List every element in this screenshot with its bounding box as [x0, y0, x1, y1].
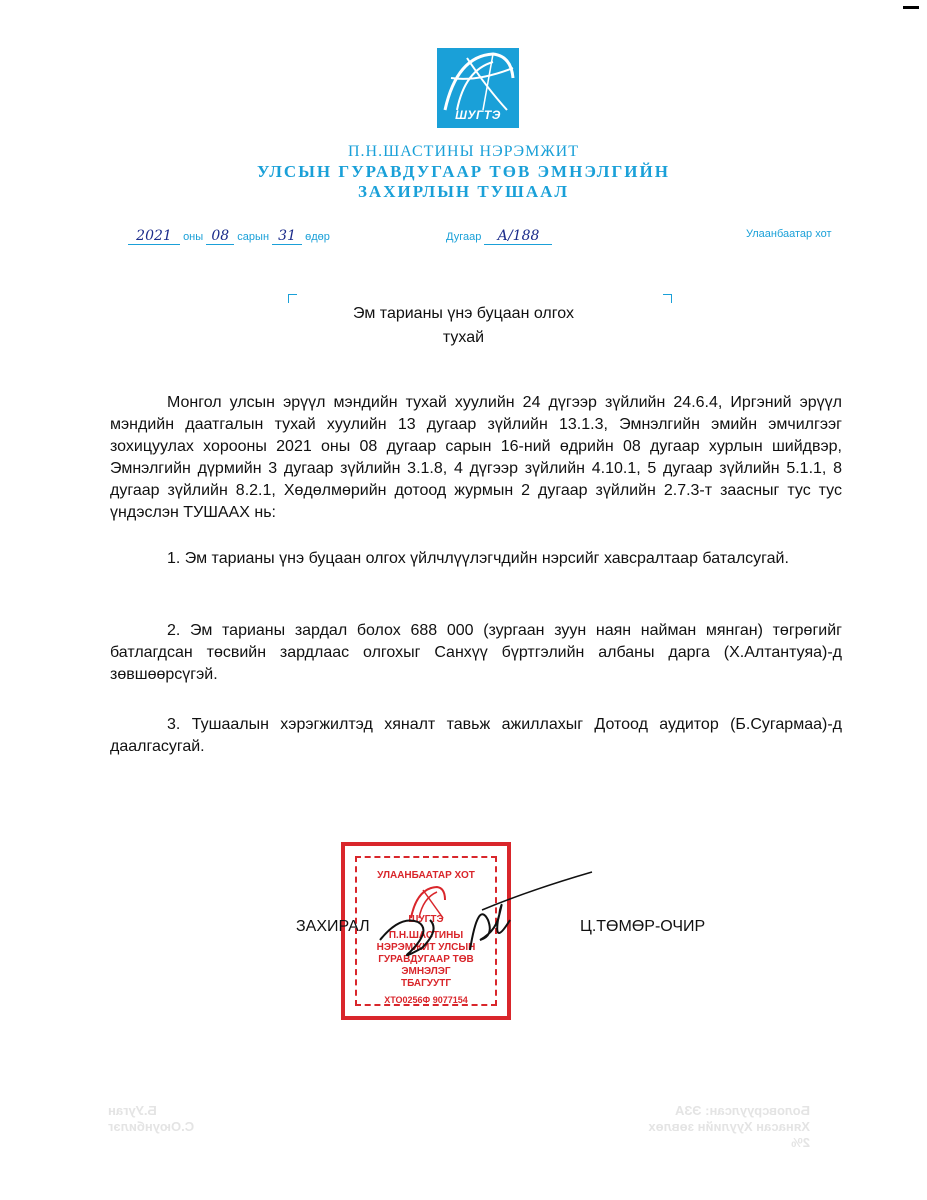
logo-text: ШУГТЭ: [455, 108, 501, 122]
order-number-label: Дугаар: [446, 231, 482, 243]
stamp-logo-text: ШУГТЭ: [408, 914, 444, 925]
bleed-right-line-1: Боловсруулсан: ЭЗА: [674, 1103, 810, 1118]
order-item-1: 1. Эм тарианы үнэ буцаан олгох үйлчлүүлэгчдийн нэрсийг хавсралтаар баталсугай.: [167, 550, 789, 567]
date-day-suffix: өдөр: [305, 231, 330, 243]
bleed-right-line-3: 2%: [791, 1135, 810, 1150]
signer-position: ЗАХИРАЛ: [296, 918, 370, 935]
order-item-2: 2. Эм тарианы зардал болох 688 000 (зургаан зуун наян найман мянган) төгрөгийг батлагдсан төсвийн зардлаас олгохыг Санхүү бүртгэлийн албаны дарга (Х.Алтантуяа)-д зөвшөөрсүгэй.: [110, 622, 842, 683]
date-year-suffix: оны: [183, 231, 204, 243]
date-year: 2021: [128, 228, 180, 245]
order-title-line-1: Эм тарианы үнэ буцаан олгох: [353, 305, 574, 322]
order-title-line-2: тухай: [442, 329, 485, 346]
header-line-1: П.Н.ШАСТИНЫ НЭРЭМЖИТ: [348, 143, 579, 160]
stamp-line-3: ГУРАВДУГААР ТӨВ: [378, 954, 474, 965]
preamble-paragraph: Монгол улсын эрүүл мэндийн тухай хуулийн 24 дүгээр зүйлийн 24.6.4, Иргэний эрүүл мэндийн даатгалын тухай хуулийн 13 дугаар зүйлийн 13.1.3, Эмнэлгийн эмийн эмчилгээг зохицуулах хорооны 2021 оны 08 дугаар сарын 16-ний өдрийн 08 дугаар хурлын шийдвэр, Эмнэлгийн дүрмийн 3 дугаар зүйлийн 3.1.8, 4 дүгээр зүйлийн 4.10.1, 5 дугаар зүйлийн 5.1.1, 8 дугаар зүйлийн 8.2.1, Хөдөлмөрийн дотоод журмын 2 дугаар зүйлийн 2.7.3-т заасныг тус тус үндэслэн ТУШААХ нь:: [110, 394, 842, 521]
scan-mark: [903, 6, 919, 9]
city: Улаанбаатар хот: [746, 228, 832, 240]
bleed-right-line-2: Хянасан Хуулийн зөвлөх: [648, 1119, 810, 1134]
header-line-2: УЛСЫН ГУРАВДУГААР ТӨВ ЭМНЭЛГИЙН: [257, 162, 670, 181]
date-month-suffix: сарын: [237, 231, 270, 243]
order-number: А/188: [484, 228, 552, 245]
date-month: 08: [206, 228, 234, 245]
header-line-3: ЗАХИРЛЫН ТУШААЛ: [357, 182, 570, 201]
stamp-top-text: УЛААНБААТАР ХОТ: [377, 870, 475, 881]
bleed-through-right: [600, 1103, 810, 1151]
date-field: [128, 228, 330, 245]
handwritten-signature: [370, 860, 600, 970]
bleed-left-line-2: С.Оюунбилэг: [108, 1119, 195, 1134]
date-day: 31: [272, 228, 302, 245]
stamp-line-2: НЭРЭМЖИТ УЛСЫН: [376, 942, 476, 953]
stamp-line-1: П.Н.ШАСТИНЫ: [388, 930, 464, 941]
stamp-line-4: ЭМНЭЛЭГ: [401, 966, 451, 977]
order-item-3: 3. Тушаалын хэрэгжилтэд хяналт тавьж ажиллахыг Дотоод аудитор (Б.Сугармаа)-д даалгасугай.: [110, 716, 842, 755]
order-number-field: [446, 228, 552, 245]
bleed-left-line-1: Б.Ууган: [108, 1103, 157, 1118]
stamp-line-5: ТБАГУУТГ: [400, 978, 452, 989]
stamp-bottom-text: ХТО0256Ф 9077154: [384, 995, 468, 1005]
order-title: [0, 302, 927, 350]
hospital-logo: [437, 48, 519, 128]
bleed-through-left: [108, 1103, 218, 1135]
signer-name: Ц.ТӨМӨР-ОЧИР: [580, 918, 706, 935]
